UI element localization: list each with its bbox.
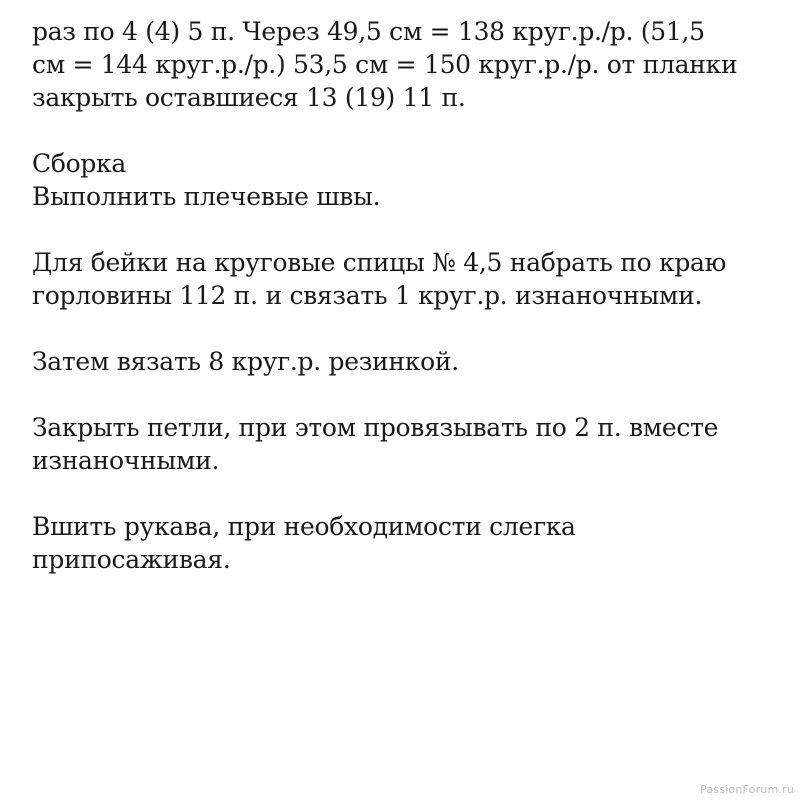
site-watermark: PassionForum.ru: [700, 783, 794, 796]
text-line: Вшить рукава, при необходимости слегка: [32, 512, 576, 541]
paragraph-decrease-instructions: [32, 15, 792, 114]
paragraph-sleeves: [32, 510, 792, 576]
paragraph-ribbing: [32, 345, 792, 378]
text-line: горловины 112 п. и связать 1 круг.р. изнаночными.: [32, 281, 703, 310]
paragraph-assembly: [32, 147, 792, 213]
text-line: припосаживая.: [32, 545, 231, 574]
instruction-text: [32, 15, 792, 609]
section-heading: Сборка: [32, 149, 126, 178]
text-line: закрыть оставшиеся 13 (19) 11 п.: [32, 83, 466, 112]
text-line: Затем вязать 8 круг.р. резинкой.: [32, 347, 459, 376]
text-line: Закрыть петли, при этом провязывать по 2 п. вместе: [32, 413, 719, 442]
text-line: см = 144 круг.р./р.) 53,5 см = 150 круг.р./р. от планки: [32, 50, 738, 79]
text-line: раз по 4 (4) 5 п. Через 49,5 см = 138 круг.р./р. (51,5: [32, 17, 705, 46]
text-line: Для бейки на круговые спицы № 4,5 набрать по краю: [32, 248, 727, 277]
paragraph-neckband: [32, 246, 792, 312]
text-line: Выполнить плечевые швы.: [32, 182, 381, 211]
paragraph-bind-off: [32, 411, 792, 477]
text-line: изнаночными.: [32, 446, 220, 475]
